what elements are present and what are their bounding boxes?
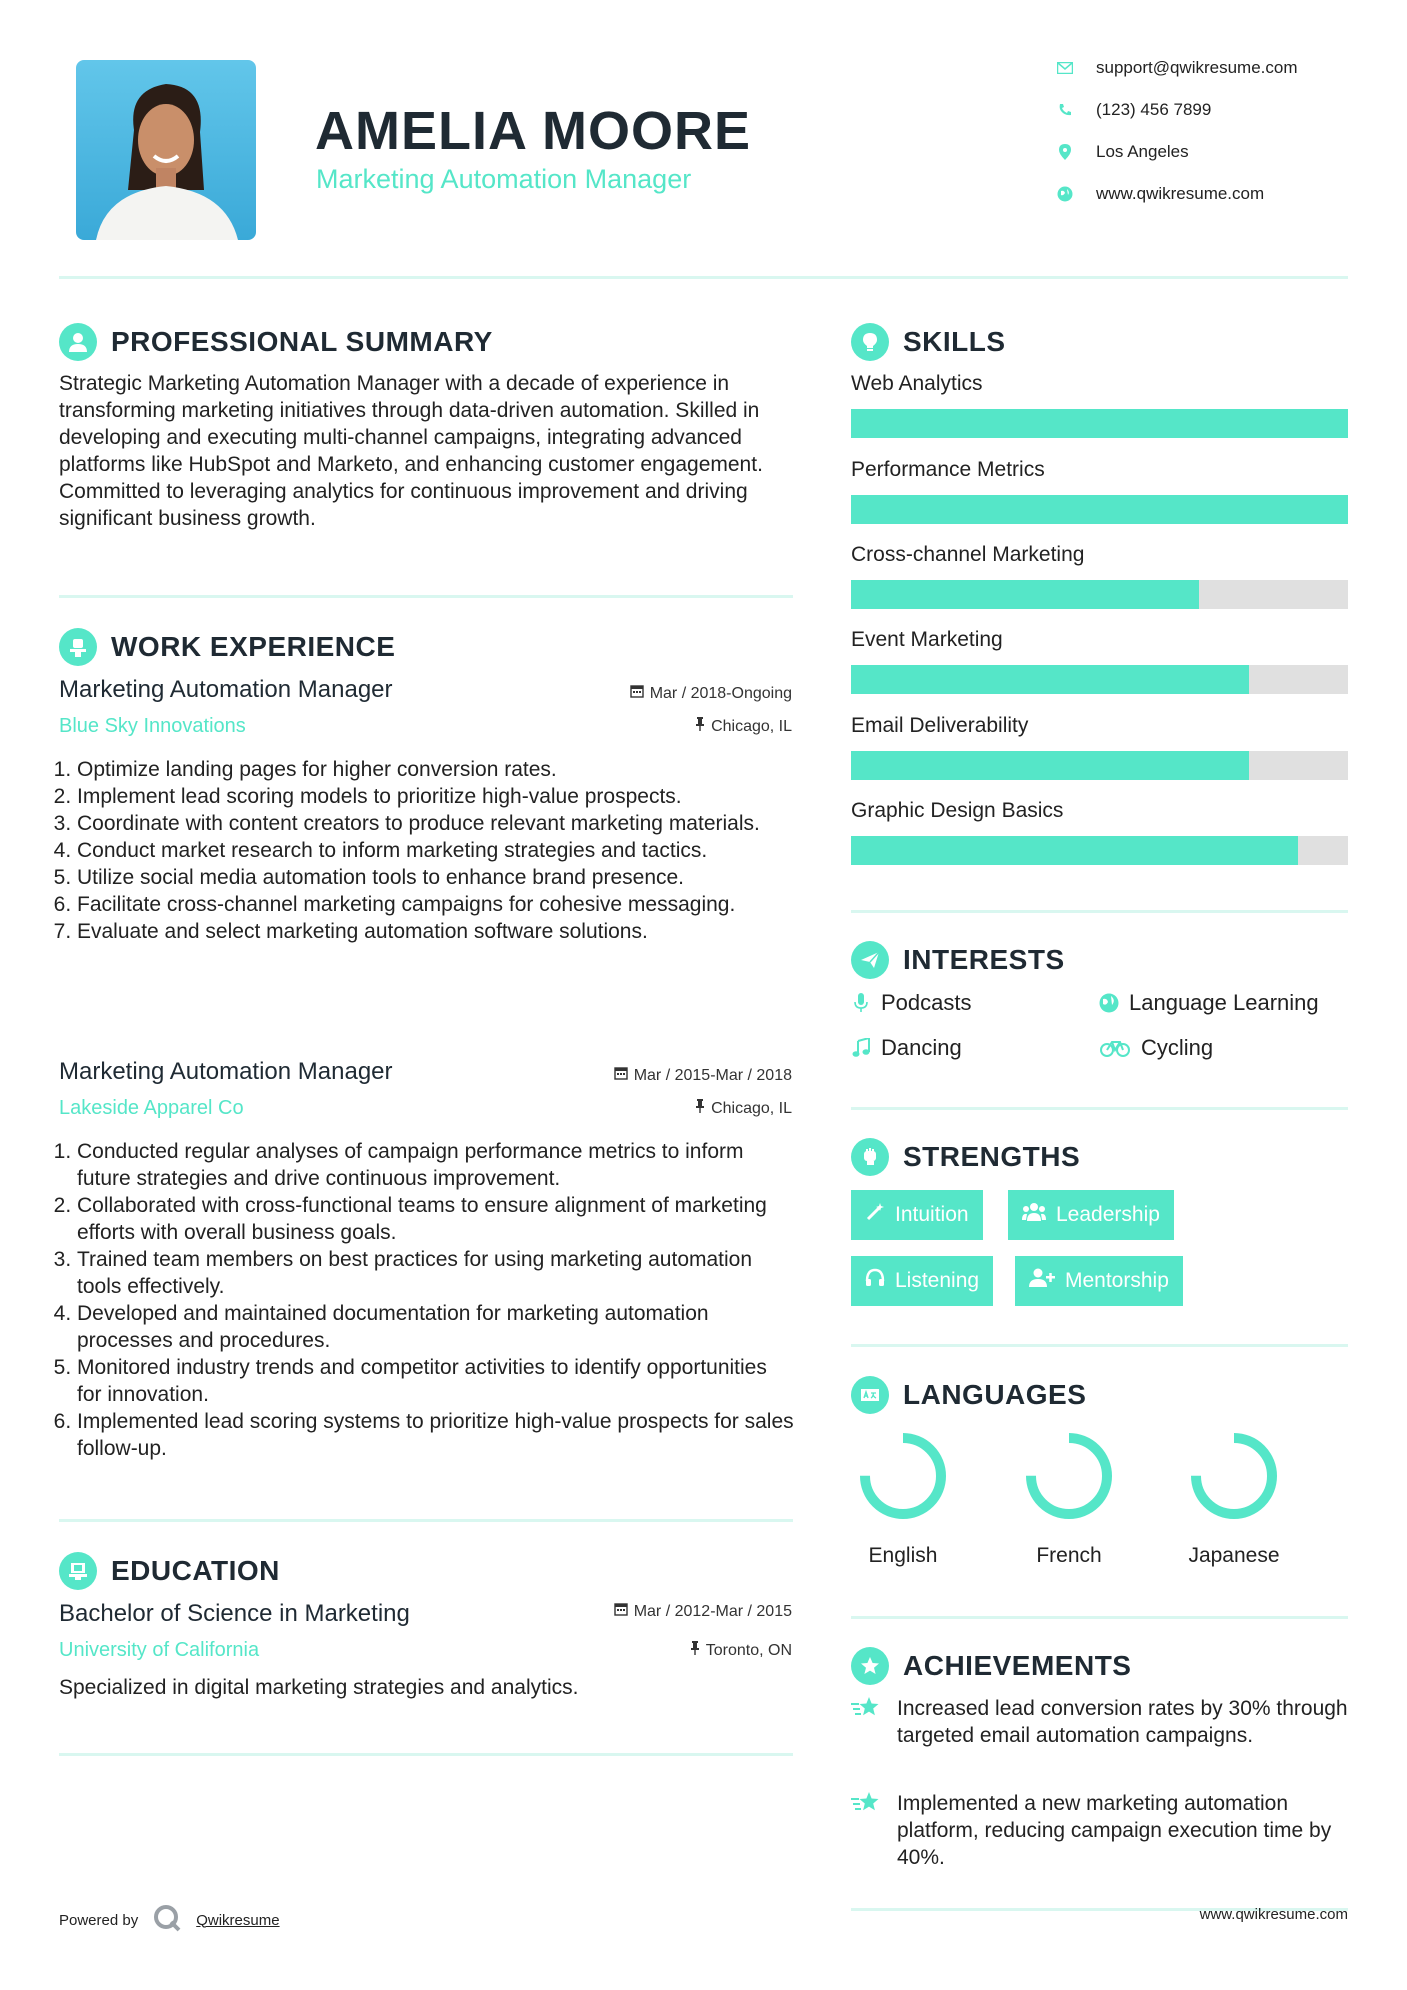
education-school: University of California (59, 1639, 260, 1661)
contact-phone-text: (123) 456 7899 (1096, 100, 1212, 119)
summary-text: Strategic Marketing Automation Manager with a decade of experience in transforming marketing initiatives through data-driven automation. Skilled in developing and executing multi-channel campaigns, integrating advanced platforms like HubSpot and Marketo, and enhancing customer engagement. Committed to leveraging analytics for continuous improvement and driving significant business growth. (59, 372, 763, 530)
skill-bar-fill (851, 580, 1199, 609)
contact-location (1056, 142, 1189, 162)
skill-bar (851, 836, 1348, 865)
language-ring-french (1031, 1438, 1107, 1514)
education-heading-text: EDUCATION (111, 1555, 280, 1586)
list-item: 2. Implement lead scoring models to prioritize high-value prospects. (77, 783, 794, 810)
job-2-location-text: Chicago, IL (711, 1099, 792, 1117)
interest-label: Cycling (1141, 1035, 1214, 1060)
languages-heading-text: LANGUAGES (903, 1379, 1087, 1410)
calendar-icon (614, 1602, 628, 1621)
achievement-item (851, 1695, 1348, 1749)
list-item: 3. Coordinate with content creators to produce relevant marketing materials. (77, 810, 794, 837)
contact-email-text: support@qwikresume.com (1096, 58, 1298, 77)
job-1-title: Marketing Automation Manager (59, 676, 393, 703)
list-item: 5. Monitored industry trends and competitor activities to identify opportunities for innovation. (77, 1354, 794, 1408)
footer-url[interactable]: www.qwikresume.com (1199, 1906, 1348, 1923)
user-plus-icon (1029, 1268, 1055, 1294)
paper-plane-icon (851, 941, 889, 979)
experience-divider (59, 1519, 793, 1522)
interest-item (1099, 1035, 1213, 1061)
job-2-points (59, 1138, 794, 1462)
strength-chip-leadership (1008, 1190, 1174, 1240)
list-item: 4. Conduct market research to inform marketing strategies and tactics. (77, 837, 794, 864)
education-date-text: Mar / 2012-Mar / 2015 (633, 1602, 792, 1620)
interest-item (851, 990, 972, 1016)
list-item: 4. Developed and maintained documentation for marketing automation processes and procedures. (77, 1300, 794, 1354)
achievement-item (851, 1790, 1348, 1871)
skill-bar-fill (851, 836, 1298, 865)
contact-location-text: Los Angeles (1096, 142, 1189, 161)
pin-icon (695, 1099, 705, 1118)
list-item: 6. Facilitate cross-channel marketing campaigns for cohesive messaging. (77, 891, 794, 918)
job-1-points (59, 756, 794, 945)
interest-item (851, 1035, 962, 1061)
skills-divider (851, 910, 1348, 913)
job-1-date (560, 684, 792, 703)
profile-photo (76, 60, 256, 240)
interest-label: Podcasts (881, 990, 972, 1015)
skill-bar (851, 665, 1348, 694)
contact-email[interactable] (1056, 58, 1298, 78)
globe-icon (1056, 185, 1074, 203)
skill-bar-fill (851, 409, 1348, 438)
skill-name: Graphic Design Basics (851, 799, 1064, 822)
language-icon (851, 1376, 889, 1414)
skill-name: Email Deliverability (851, 714, 1029, 737)
summary-heading (59, 323, 493, 361)
list-item: 5. Utilize social media automation tools to enhance brand presence. (77, 864, 794, 891)
skill-bar (851, 751, 1348, 780)
music-icon (851, 1038, 871, 1058)
star-icon (851, 1695, 883, 1749)
magic-wand-icon (865, 1202, 885, 1228)
powered-by (59, 1903, 280, 1937)
education-date (540, 1602, 792, 1621)
language-rings (851, 1425, 1348, 1525)
job-2-title: Marketing Automation Manager (59, 1058, 393, 1085)
list-item: 6. Implemented lead scoring systems to prioritize high-value prospects for sales follow-up. (77, 1408, 794, 1462)
skill-name: Web Analytics (851, 372, 983, 395)
briefcase-icon (59, 628, 97, 666)
list-item: 7. Evaluate and select marketing automation software solutions. (77, 918, 794, 945)
strengths-heading (851, 1138, 1080, 1176)
lightbulb-icon (851, 323, 889, 361)
strength-label: Listening (895, 1269, 980, 1292)
contact-website-text: www.qwikresume.com (1096, 184, 1265, 203)
job-1-date-text: Mar / 2018-Ongoing (649, 684, 792, 702)
language-ring-japanese (1196, 1438, 1272, 1514)
pin-icon (695, 717, 705, 736)
strengths-divider (851, 1344, 1348, 1347)
language-label: Japanese (1188, 1544, 1280, 1567)
achievements-heading-text: ACHIEVEMENTS (903, 1650, 1132, 1681)
list-item: 2. Collaborated with cross-functional teams to ensure alignment of marketing efforts with overall business goals. (77, 1192, 794, 1246)
education-location (560, 1641, 792, 1660)
skill-bar (851, 580, 1348, 609)
contact-website[interactable] (1056, 184, 1264, 204)
map-pin-icon (1056, 143, 1074, 161)
education-description: Specialized in digital marketing strategies and analytics. (59, 1676, 579, 1699)
language-ring-english (865, 1438, 941, 1514)
skills-heading (851, 323, 1006, 361)
strength-chip-intuition (851, 1190, 983, 1240)
strengths-heading-text: STRENGTHS (903, 1141, 1081, 1172)
calendar-icon (614, 1066, 628, 1085)
skill-bar-fill (851, 665, 1249, 694)
skill-bar-fill (851, 751, 1249, 780)
strength-label: Mentorship (1065, 1269, 1169, 1292)
achievement-text: Implemented a new marketing automation platform, reducing campaign execution time by 40%. (897, 1792, 1332, 1869)
interest-label: Dancing (881, 1035, 962, 1060)
bicycle-icon (1099, 1039, 1131, 1057)
user-icon (59, 323, 97, 361)
fist-icon (851, 1138, 889, 1176)
star-badge-icon (851, 1647, 889, 1685)
list-item: 1. Optimize landing pages for higher conversion rates. (77, 756, 794, 783)
job-2-company: Lakeside Apparel Co (59, 1097, 244, 1119)
education-location-text: Toronto, ON (705, 1641, 792, 1659)
interests-divider (851, 1107, 1348, 1110)
languages-divider (851, 1616, 1348, 1619)
interests-heading-text: INTERESTS (903, 944, 1065, 975)
powered-by-text: Powered by (59, 1911, 139, 1929)
summary-divider (59, 595, 793, 598)
job-1-location (560, 717, 792, 736)
experience-heading-text: WORK EXPERIENCE (111, 631, 396, 662)
job-2-location (560, 1099, 792, 1118)
skills-heading-text: SKILLS (903, 326, 1006, 357)
strength-chip-listening (851, 1256, 993, 1306)
education-divider (59, 1753, 793, 1756)
education-heading (59, 1552, 280, 1590)
star-icon (851, 1790, 883, 1871)
interest-item (1099, 990, 1319, 1016)
envelope-icon (1056, 59, 1074, 77)
interests-heading (851, 941, 1065, 979)
skill-bar (851, 495, 1348, 524)
job-2-date-text: Mar / 2015-Mar / 2018 (633, 1066, 792, 1084)
experience-heading (59, 628, 395, 666)
job-1-company: Blue Sky Innovations (59, 715, 246, 737)
language-label: English (868, 1544, 938, 1567)
pin-icon (690, 1641, 700, 1660)
summary-heading-text: PROFESSIONAL SUMMARY (111, 326, 493, 357)
candidate-name: AMELIA MOORE (315, 101, 751, 161)
headphones-icon (865, 1268, 885, 1294)
calendar-icon (630, 684, 644, 703)
skill-name: Cross-channel Marketing (851, 543, 1085, 566)
graduation-icon (59, 1552, 97, 1590)
languages-heading (851, 1376, 1086, 1414)
header-divider (59, 276, 1348, 279)
strength-label: Intuition (895, 1203, 969, 1226)
skill-bar-fill (851, 495, 1348, 524)
achievements-heading (851, 1647, 1131, 1685)
brand-link[interactable]: Qwikresume (196, 1911, 280, 1929)
users-icon (1022, 1202, 1046, 1228)
skill-bar (851, 409, 1348, 438)
education-degree: Bachelor of Science in Marketing (59, 1600, 410, 1627)
skill-name: Event Marketing (851, 628, 1003, 651)
qwikresume-logo-icon (152, 1903, 182, 1937)
job-2-date (540, 1066, 792, 1085)
microphone-icon (851, 993, 871, 1013)
language-label: French (1036, 1544, 1102, 1567)
interest-label: Language Learning (1129, 990, 1319, 1015)
phone-icon (1056, 101, 1074, 119)
skill-name: Performance Metrics (851, 458, 1045, 481)
globe-icon (1099, 993, 1119, 1013)
strength-label: Leadership (1056, 1203, 1160, 1226)
achievement-text: Increased lead conversion rates by 30% through targeted email automation campaigns. (897, 1697, 1348, 1747)
candidate-role: Marketing Automation Manager (316, 164, 692, 194)
list-item: 3. Trained team members on best practices for using marketing automation tools effectively. (77, 1246, 794, 1300)
contact-phone[interactable] (1056, 100, 1211, 120)
job-1-location-text: Chicago, IL (711, 717, 792, 735)
list-item: 1. Conducted regular analyses of campaign performance metrics to inform future strategies and drive continuous improvement. (77, 1138, 794, 1192)
strength-chip-mentorship (1015, 1256, 1183, 1306)
